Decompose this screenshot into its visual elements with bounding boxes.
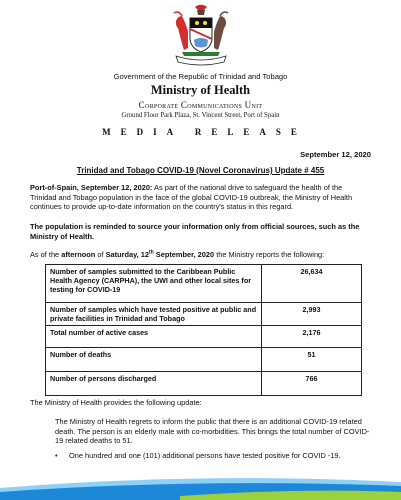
footer-swoosh <box>0 474 401 500</box>
stat-label: Number of deaths <box>46 348 262 372</box>
update-intro: The Ministry of Health provides the following update: <box>30 398 202 407</box>
release-type: MEDIA RELEASE <box>102 127 307 137</box>
as-of-paragraph <box>30 250 370 260</box>
as-of-afternoon: afternoon <box>61 250 96 259</box>
as-of-post: the Ministry reports the following: <box>214 250 325 259</box>
reminder-paragraph: The population is reminded to source your information only from official sources, such as the Ministry of Health. <box>30 222 360 241</box>
coat-of-arms-icon <box>168 4 234 70</box>
stat-label: Number of samples which have tested positive at public and private facilities in Trinidad and Tobago <box>46 303 262 326</box>
update-title: Trinidad and Tobago COVID-19 (Novel Coronavirus) Update # 455 <box>76 166 325 175</box>
as-of-pre: As of the <box>30 250 62 259</box>
unit-name: Corporate Communications Unit <box>138 100 263 110</box>
stat-value: 51 <box>262 348 362 372</box>
stat-value: 2,176 <box>262 326 362 348</box>
as-of-mid: of <box>95 250 106 259</box>
update-paragraph: The Ministry of Health regrets to inform the public that there is an additional COVID-19 related death. The person is an elderly male with co-morbidities. This brings the total number of COVID-19 related deaths to 51. <box>55 417 370 446</box>
table-row <box>46 372 362 396</box>
intro-place-date: Port-of-Spain, September 12, 2020: <box>30 183 153 192</box>
stat-value: 2,993 <box>262 303 362 326</box>
table-row <box>46 265 362 303</box>
statistics-table <box>45 264 362 396</box>
intro-paragraph <box>30 183 370 212</box>
release-date: September 12, 2020 <box>300 150 371 159</box>
as-of-month: September, 2020 <box>153 250 215 259</box>
stat-value: 26,634 <box>262 265 362 303</box>
government-name: Government of the Republic of Trinidad and Tobago <box>113 72 288 81</box>
table-row <box>46 326 362 348</box>
stat-label: Number of samples submitted to the Caribbean Public Health Agency (CARPHA), the UWI and other local sites for testing for COVID-19 <box>46 265 262 303</box>
table-row <box>46 348 362 372</box>
ministry-name: Ministry of Health <box>150 83 251 97</box>
stat-label: Number of persons discharged <box>46 372 262 396</box>
bullet-icon: • <box>55 451 58 460</box>
stat-value: 766 <box>262 372 362 396</box>
table-row <box>46 303 362 326</box>
intro-text: As part of the national drive to safeguard the health of the Trinidad and Tobago population in the face of the global COVID-19 outbreak, the Ministry of Health continues to provide up-to-date information on the country's status in this regard. <box>30 183 353 212</box>
stat-label: Total number of active cases <box>46 326 262 348</box>
bullet-text: One hundred and one (101) additional persons have tested positive for COVID -19. <box>69 451 341 460</box>
address: Ground Floor Park Plaza, St. Vincent Street, Port of Spain <box>121 112 280 119</box>
as-of-sup: th <box>149 249 154 256</box>
as-of-day: Saturday, 12 <box>105 250 149 259</box>
